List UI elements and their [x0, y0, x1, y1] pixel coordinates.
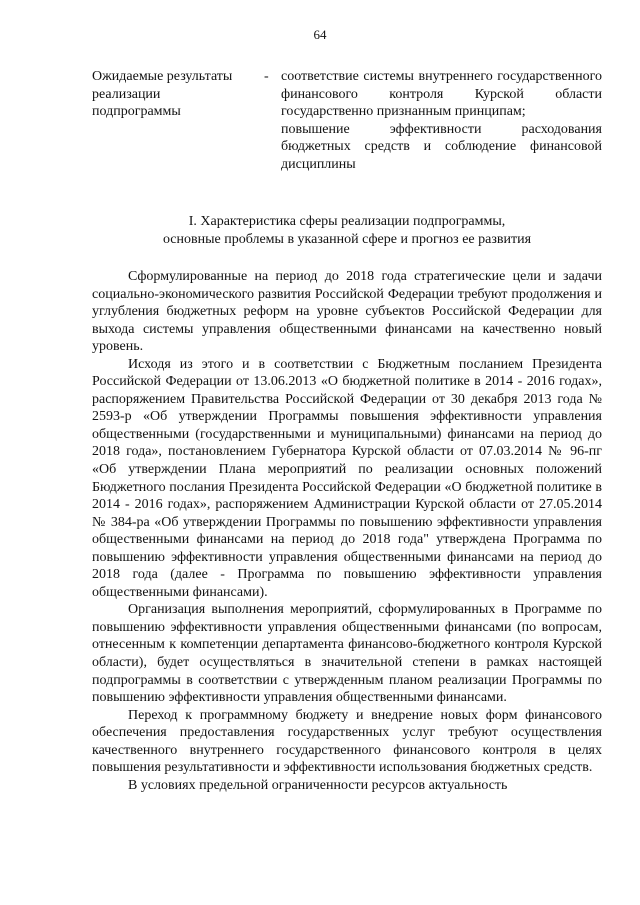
section-heading-line-1: I. Характеристика сферы реализации подпрограммы, — [188, 214, 506, 229]
expected-results-label-line: реализации — [92, 86, 161, 102]
expected-result-item: соответствие системы внутреннего государственного финансового контроля Курской области государственно признанным принципам; — [281, 69, 602, 120]
body-paragraph: Организация выполнения мероприятий, сформулированных в Программе по повышению эффективности управления общественными финансами (по вопросам, отнесенным к компетенции департамента финансово-бюджетного контроля Курской области), будет осуществляться в значительной степени в рамках настоящей подпрограммы в соответствии с утвержденным планом реализации Программы по повышению эффективности управления общественными финансами. — [92, 602, 602, 706]
expected-result-item: повышение эффективности расходования бюджетных средств и соблюдение финансовой дисциплины — [281, 121, 602, 172]
expected-results-items — [281, 68, 602, 174]
section-heading-line-2: основные проблемы в указанной сфере и прогноз ее развития — [162, 231, 532, 247]
body-paragraph: Исходя из этого и в соответствии с Бюджетным посланием Президента Российской Федерации от 13.06.2013 «О бюджетной политике в 2014 - 2016 годах», распоряжением Правительства Российской Федерации от 30 декабря 2013 года № 2593-р «Об утверждении Программы повышения эффективности управления общественными (государственными и муниципальными) финансами на период до 2018 года», постановлением Губернатора Курской области от 07.03.2014 № 96-пг «Об утверждении Плана мероприятий по реализации основных положений Бюджетного послания Президента Российской Федерации «О бюджетной политике в 2014 - 2016 годах», распоряжением Администрации Курской области от 27.05.2014 № 384-ра «Об утверждении Программы по повышению эффективности управления общественными финансами на период до 2018 года" утверждена Программа по повышению эффективности управления общественными финансами на период до 2018 года (далее - Программа по повышению эффективности управления общественными финансами). — [92, 356, 602, 600]
body-paragraph: В условиях предельной ограниченности ресурсов актуальность — [128, 777, 508, 793]
page-number: 64 — [313, 27, 327, 42]
body-text — [92, 268, 602, 794]
expected-results-label — [92, 68, 257, 121]
expected-results-dash: - — [264, 69, 269, 84]
section-heading — [92, 213, 602, 248]
expected-results-label-line: Ожидаемые результаты — [92, 69, 233, 84]
expected-results-label-line: подпрограммы — [92, 104, 181, 120]
body-paragraph: Сформулированные на период до 2018 года стратегические цели и задачи социально-экономического развития Российской Федерации требуют продолжения и углубления бюджетных реформ на уровне субъектов Российской Федерации для выхода системы управления общественными финансами на качественно новый уровень. — [92, 269, 602, 355]
body-paragraph: Переход к программному бюджету и внедрение новых форм финансового обеспечения предоставления государственных услуг требуют осуществления качественного внутреннего государственного финансового контроля в целях повышения результативности и эффективности использования бюджетных средств. — [92, 707, 602, 776]
